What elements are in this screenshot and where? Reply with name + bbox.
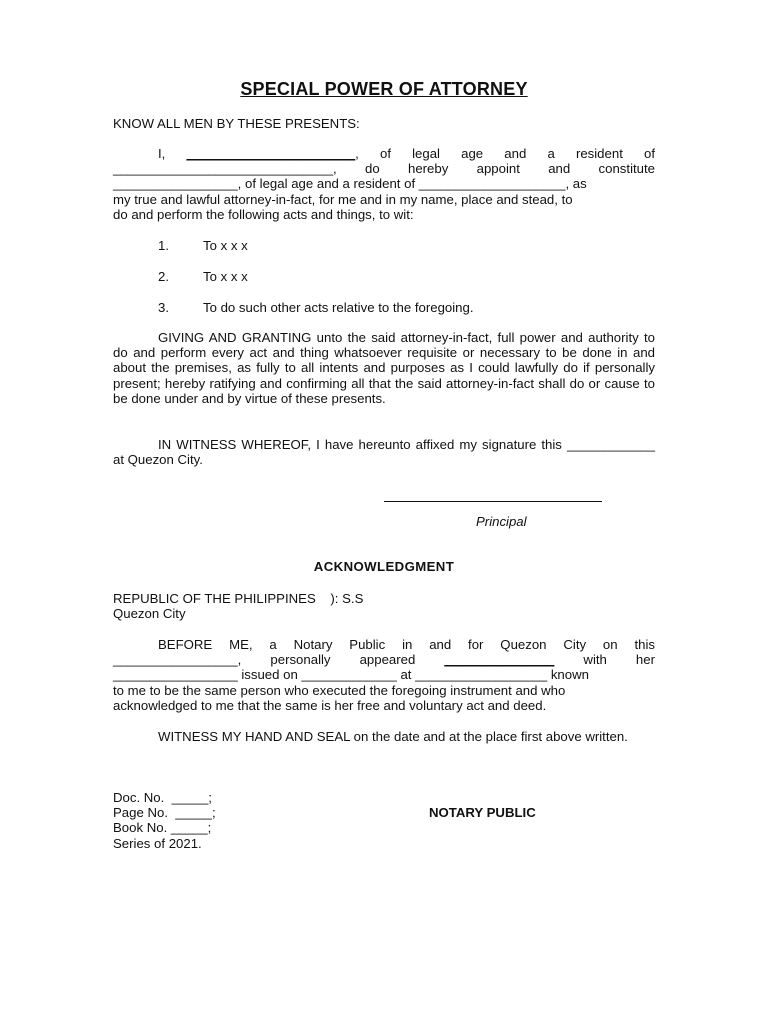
list-item: 2. To x x x [158,269,248,284]
acknowledgment-heading: ACKNOWLEDGMENT [313,559,455,574]
series: Series of 2021. [113,835,202,851]
date-blank: _________________, [113,652,242,668]
principal-label: Principal [476,514,527,529]
before-me-line-4: to me to be the same person who executed the foregoing instrument and who [113,682,566,698]
notary-public-label: NOTARY PUBLIC [429,805,536,820]
doc-info [113,790,655,851]
before-me-paragraph [113,637,655,713]
list-item: 3. To do such other acts relative to the foregoing. [158,300,474,315]
appearer-name-blank: _______________ [444,652,555,668]
doc-no: Doc. No. _____; [113,790,212,805]
witness-paragraph: IN WITNESS WHEREOF, I have hereunto affixed my signature this ____________ at Quezon City. [113,437,655,468]
principal-name-blank: _______________________ [186,146,356,161]
appointment-line-1: I, _______________________, of legal age and a resident of [158,146,655,161]
signature-line [384,501,602,502]
opening-line: KNOW ALL MEN BY THESE PRESENTS: [113,116,360,131]
republic-line: REPUBLIC OF THE PHILIPPINES ): S.S [113,591,364,606]
granting-paragraph: GIVING AND GRANTING unto the said attorney-in-fact, full power and authority to do and perform every act and thing whatsoever requisite or necessary to be done in and about the premises, as fully to all intents and purposes as I could lawfully do if personally present; hereby ratifying and confirming all that the said attorney-in-fact shall do or cause to be done under and by virtue of these presents. [113,330,655,406]
appointment-line-4: my true and lawful attorney-in-fact, for me and in my name, place and stead, to [113,191,573,207]
appointment-line-2: ______________________________, do hereby appoint and constitute [113,161,655,177]
appointment-line-3: _________________, of legal age and a resident of ____________________, as [113,176,587,192]
city-line: Quezon City [113,606,186,621]
document-title: SPECIAL POWER OF ATTORNEY [240,79,528,99]
before-me-line-2: _________________, personally appeared _______________ with her [113,652,655,668]
residence-blank: ______________________________, [113,161,337,177]
before-me-line-3: _________________ issued on _____________ at __________________ known [113,667,589,683]
list-item: 1. To x x x [158,238,248,253]
appointment-line-5: do and perform the following acts and things, to wit: [113,206,414,222]
before-me-line-5: acknowledged to me that the same is her free and voluntary act and deed. [113,697,547,713]
before-me-line-1: BEFORE ME, a Notary Public in and for Quezon City on this [158,637,655,652]
book-no: Book No. _____; [113,820,212,836]
witness-hand-paragraph: WITNESS MY HAND AND SEAL on the date and at the place first above written. [158,729,628,744]
page-no: Page No. _____; [113,805,216,821]
appointment-paragraph [113,146,655,222]
